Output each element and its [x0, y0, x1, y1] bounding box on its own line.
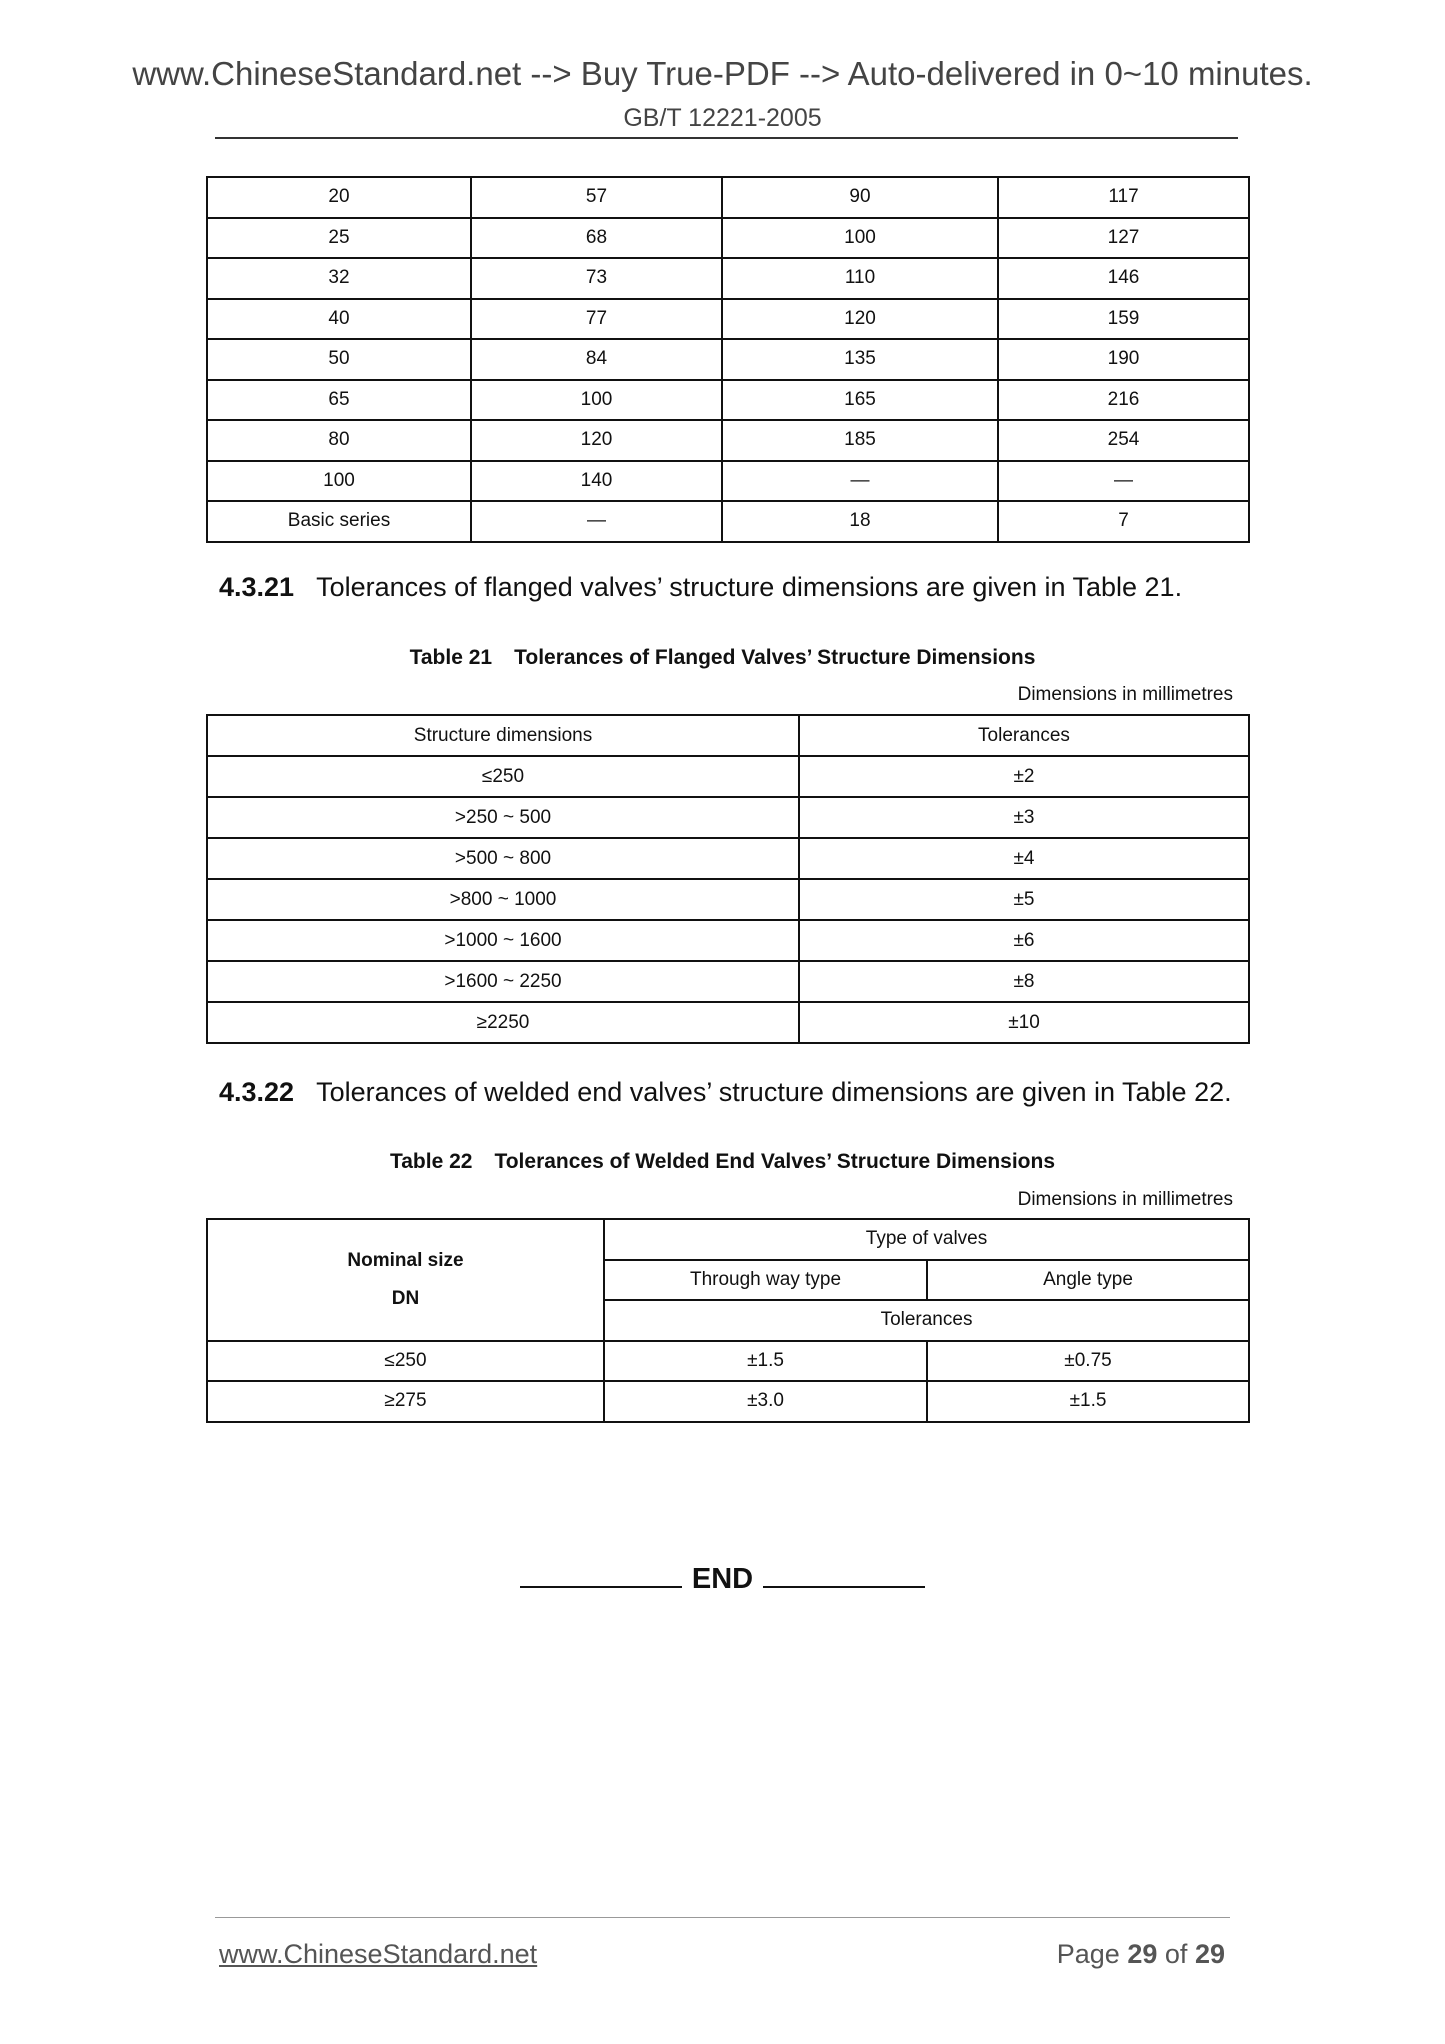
table-cell: 159 — [998, 299, 1249, 340]
table-title-text: Tolerances of Welded End Valves’ Structure Dimensions — [494, 1150, 1056, 1173]
column-header: Tolerances — [799, 715, 1249, 756]
nominal-size-header — [207, 1219, 604, 1341]
table-cell: 84 — [471, 339, 722, 380]
table-cell: ±2 — [799, 756, 1249, 797]
clause-number: 4.3.21 — [219, 572, 295, 602]
table-row — [207, 380, 1249, 421]
table-cell: 127 — [998, 218, 1249, 259]
clause-number: 4.3.22 — [219, 1077, 295, 1107]
table-cell: >250 ~ 500 — [207, 797, 799, 838]
table-row — [207, 879, 1249, 920]
column-header: Structure dimensions — [207, 715, 799, 756]
dn-label: DN — [391, 1287, 420, 1309]
table-cell: 165 — [722, 380, 998, 421]
table-row — [207, 501, 1249, 542]
table-row — [207, 1002, 1249, 1043]
table-cell: 140 — [471, 461, 722, 502]
table-cell: ±1.5 — [604, 1341, 927, 1382]
table-row — [207, 920, 1249, 961]
unit-note: Dimensions in millimetres — [1017, 1189, 1233, 1210]
table-cell: — — [722, 461, 998, 502]
table-cell: 185 — [722, 420, 998, 461]
table-20-continued — [206, 176, 1250, 543]
table-cell: ≥2250 — [207, 1002, 799, 1043]
table-cell: 20 — [207, 177, 471, 218]
table-cell: 190 — [998, 339, 1249, 380]
clause-text: Tolerances of welded end valves’ structure dimensions are given in Table 22. — [316, 1077, 1232, 1107]
table-row — [207, 838, 1249, 879]
table-row — [207, 461, 1249, 502]
table-cell: 110 — [722, 258, 998, 299]
table-cell: ±0.75 — [927, 1341, 1249, 1382]
type-of-valves-header: Type of valves — [604, 1219, 1249, 1260]
table-cell: 100 — [207, 461, 471, 502]
table-cell: >1000 ~ 1600 — [207, 920, 799, 961]
header-banner: www.ChineseStandard.net --> Buy True-PDF --> Auto-delivered in 0~10 minutes. — [132, 55, 1313, 92]
table-row — [207, 177, 1249, 218]
table-label: Table 22 — [389, 1150, 473, 1173]
table-cell: 73 — [471, 258, 722, 299]
table-cell: >800 ~ 1000 — [207, 879, 799, 920]
standard-number: GB/T 12221-2005 — [623, 104, 822, 132]
table-cell: ±10 — [799, 1002, 1249, 1043]
end-rule-left — [520, 1586, 682, 1588]
table-cell: 254 — [998, 420, 1249, 461]
table-cell: Basic series — [207, 501, 471, 542]
page-current: 29 — [1127, 1939, 1158, 1969]
angle-type-header: Angle type — [927, 1260, 1249, 1301]
table-cell: ±3 — [799, 797, 1249, 838]
table-row — [207, 1341, 1249, 1382]
table-cell: 65 — [207, 380, 471, 421]
table-cell: 80 — [207, 420, 471, 461]
tolerances-header: Tolerances — [604, 1300, 1249, 1341]
table-cell: 7 — [998, 501, 1249, 542]
table-row — [207, 258, 1249, 299]
table-cell: ±8 — [799, 961, 1249, 1002]
table-cell: ≤250 — [207, 756, 799, 797]
page-indicator — [1057, 1939, 1225, 1970]
table-title-text: Tolerances of Flanged Valves’ Structure Dimensions — [514, 646, 1036, 669]
table-cell: ≤250 — [207, 1341, 604, 1382]
table-cell: 135 — [722, 339, 998, 380]
table-cell: ±4 — [799, 838, 1249, 879]
table-cell: 216 — [998, 380, 1249, 421]
table-21 — [206, 714, 1250, 1044]
table-21-title — [0, 646, 1445, 670]
footer-site-link[interactable]: www.ChineseStandard.net — [219, 1939, 538, 1969]
table-cell: 146 — [998, 258, 1249, 299]
clause-4-3-21 — [219, 572, 1182, 603]
table-cell: ±5 — [799, 879, 1249, 920]
table-header-row — [207, 715, 1249, 756]
table-row — [207, 797, 1249, 838]
table-cell: ±1.5 — [927, 1381, 1249, 1422]
table-row — [207, 756, 1249, 797]
table-row — [207, 218, 1249, 259]
table-22-title — [0, 1150, 1445, 1174]
unit-note: Dimensions in millimetres — [1017, 684, 1233, 705]
table-cell: — — [471, 501, 722, 542]
table-cell: 120 — [722, 299, 998, 340]
table-cell: 57 — [471, 177, 722, 218]
end-label: END — [691, 1563, 754, 1595]
table-label: Table 21 — [409, 646, 493, 669]
end-rule-right — [763, 1586, 925, 1588]
nominal-size-label: Nominal size — [347, 1249, 464, 1271]
table-row — [207, 299, 1249, 340]
footer-divider — [215, 1917, 1230, 1918]
table-cell: — — [998, 461, 1249, 502]
table-cell: 100 — [471, 380, 722, 421]
table-cell: 40 — [207, 299, 471, 340]
page-total: 29 — [1194, 1939, 1225, 1969]
table-cell: 90 — [722, 177, 998, 218]
table-cell: ±6 — [799, 920, 1249, 961]
table-cell: 18 — [722, 501, 998, 542]
table-cell: 68 — [471, 218, 722, 259]
table-cell: 32 — [207, 258, 471, 299]
page-of: of — [1164, 1939, 1188, 1969]
table-cell: ±3.0 — [604, 1381, 927, 1422]
through-way-type-header: Through way type — [604, 1260, 927, 1301]
table-cell: >500 ~ 800 — [207, 838, 799, 879]
table-cell: 50 — [207, 339, 471, 380]
table-cell: 117 — [998, 177, 1249, 218]
table-row — [207, 420, 1249, 461]
page-word: Page — [1056, 1939, 1120, 1969]
table-22 — [206, 1218, 1250, 1423]
table-cell: >1600 ~ 2250 — [207, 961, 799, 1002]
table-row — [207, 961, 1249, 1002]
clause-4-3-22 — [219, 1077, 1232, 1108]
table-cell: ≥275 — [207, 1381, 604, 1422]
table-row — [207, 1381, 1249, 1422]
table-cell: 120 — [471, 420, 722, 461]
table-cell: 25 — [207, 218, 471, 259]
header-divider — [215, 137, 1238, 139]
table-row — [207, 339, 1249, 380]
table-header-row — [207, 1219, 1249, 1260]
table-cell: 100 — [722, 218, 998, 259]
end-marker — [0, 1563, 1445, 1596]
clause-text: Tolerances of flanged valves’ structure dimensions are given in Table 21. — [316, 572, 1183, 602]
table-cell: 77 — [471, 299, 722, 340]
